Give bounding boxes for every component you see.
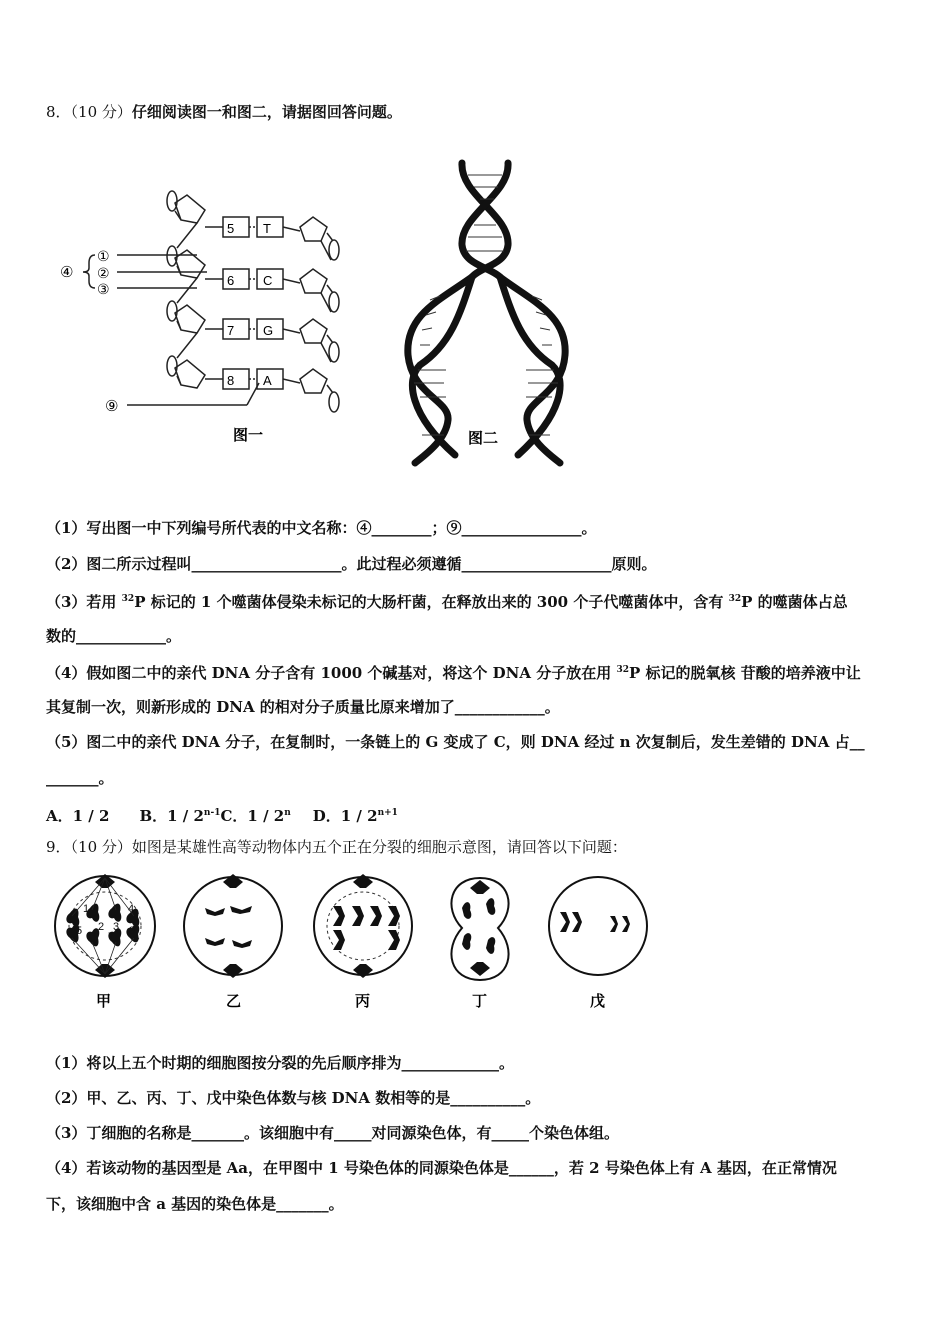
q8-sub-3-sup: 32 — [121, 594, 135, 604]
fig1-marker-9: ⑨ — [105, 398, 119, 415]
q9-sub-1: （1）将以上五个时期的细胞图按分裂的先后顺序排为_____________。 — [46, 1054, 514, 1072]
q8-sub-5-line-1: （5）图二中的亲代 DNA 分子，在复制时，一条链上的 G 变成了 C，则 DNA 经过 n 次复制后，发生差错的 DNA 占__ — [46, 733, 865, 751]
label-jia: 甲 — [96, 993, 112, 1010]
q8-sub-4-pre: （4）假如图二中的亲代 DNA 分子含有 1000 个碱基对，将这个 DNA 分子放在用 — [46, 664, 617, 682]
q9-sub-2: （2）甲、乙、丙、丁、戊中染色体数与核 DNA 数相等的是__________。 — [46, 1089, 541, 1107]
q8-stem — [46, 102, 402, 122]
fig1-marker-2: ② — [97, 265, 110, 281]
q8-sub-4-post: P 标记的脱氧核 苷酸的培养液中让 — [629, 664, 861, 682]
label-bing: 丙 — [355, 993, 371, 1010]
option-d: D．1 / 2 — [312, 807, 378, 825]
jia-num-1: 1 — [83, 903, 90, 915]
jia-num-3: 3 — [113, 921, 120, 933]
q9-sub-3: （3）丁细胞的名称是_______。该细胞中有_____对同源染色体，有_____个染色体组。 — [46, 1124, 619, 1142]
option-c-sup: n — [284, 808, 291, 818]
figure-cell-division — [50, 868, 670, 1018]
option-a: A．1 / 2 — [46, 807, 110, 825]
jia-num-2: 2 — [98, 921, 105, 933]
option-c: C．1 / 2 — [220, 807, 285, 825]
fig1-box-8: 8 — [227, 373, 235, 388]
label-wu: 戊 — [590, 993, 606, 1010]
q8-sub-4-sup: 32 — [616, 665, 629, 675]
q9-stem-text: 如图是某雄性高等动物体内五个正在分裂的细胞示意图，请回答以下问题： — [131, 838, 627, 856]
fig1-marker-1: ① — [97, 248, 110, 264]
fig1-marker-3: ③ — [97, 281, 110, 297]
q8-sub-3-post: P 的噬菌体占总 — [741, 593, 848, 611]
q8-options — [46, 803, 398, 826]
fig1-base-c: C — [263, 273, 273, 288]
q8-sub-4-line-1 — [46, 660, 861, 683]
fig1-box-5: 5 — [227, 221, 235, 236]
figure-1-dna-structure — [55, 155, 355, 455]
fig2-caption: 图二 — [468, 429, 499, 447]
q8-sub-4-line-2: 其复制一次，则新形成的 DNA 的相对分子质量比原来增加了____________。 — [46, 698, 560, 716]
jia-num-7: 7 — [108, 931, 115, 943]
q8-sub-2: （2）图二所示过程叫____________________。此过程必须遵循____________________原则。 — [46, 555, 657, 573]
fig1-caption: 图一 — [233, 426, 264, 444]
jia-num-8: 8 — [129, 925, 136, 937]
fig1-marker-4: ④ — [60, 264, 74, 281]
q8-sub-3-sup2: 32 — [728, 594, 742, 604]
label-ding: 丁 — [472, 993, 488, 1010]
option-d-sup: n+1 — [377, 808, 398, 818]
q9-sub-4-line-2: 下，该细胞中含 a 基因的染色体是_______。 — [46, 1195, 344, 1213]
figure-2-dna-replication — [400, 155, 580, 470]
q9-number: 9．（10 分） — [46, 838, 132, 856]
q8-sub-5-line-2: _______。 — [46, 769, 114, 787]
fig1-box-6: 6 — [227, 273, 235, 288]
jia-num-5: 5 — [76, 925, 83, 937]
fig1-box-7: 7 — [227, 323, 235, 338]
q8-sub-3-mid: P 标记的 1 个噬菌体侵染未标记的大肠杆菌，在释放出来的 300 个子代噬菌体中，含有 — [134, 593, 729, 611]
q8-sub-3-pre: （3）若用 — [46, 593, 122, 611]
q9-sub-4-line-1: （4）若该动物的基因型是 Aa，在甲图中 1 号染色体的同源染色体是______，若 2 号染色体上有 A 基因，在正常情况 — [46, 1159, 837, 1177]
fig1-base-g: G — [263, 323, 274, 338]
option-b: B．1 / 2 — [139, 807, 204, 825]
option-b-sup: n-1 — [203, 808, 221, 818]
q8-number: 8．（10 分） — [46, 103, 132, 121]
q8-stem-text: 仔细阅读图一和图二，请据图回答问题。 — [131, 103, 402, 121]
q9-stem — [46, 837, 627, 857]
q8-sub-3-line-1 — [46, 589, 848, 612]
fig1-base-a: A — [263, 373, 272, 388]
q8-sub-1: （1）写出图一中下列编号所代表的中文名称：④________；⑨________________。 — [46, 519, 597, 537]
q8-sub-3-line-2: 数的____________。 — [46, 627, 182, 645]
jia-num-6: 6 — [90, 931, 97, 943]
label-yi: 乙 — [226, 993, 242, 1010]
fig1-base-t: T — [263, 221, 271, 236]
cell-jia — [55, 876, 155, 976]
jia-num-4: 4 — [128, 903, 135, 915]
cell-yi — [184, 877, 282, 975]
